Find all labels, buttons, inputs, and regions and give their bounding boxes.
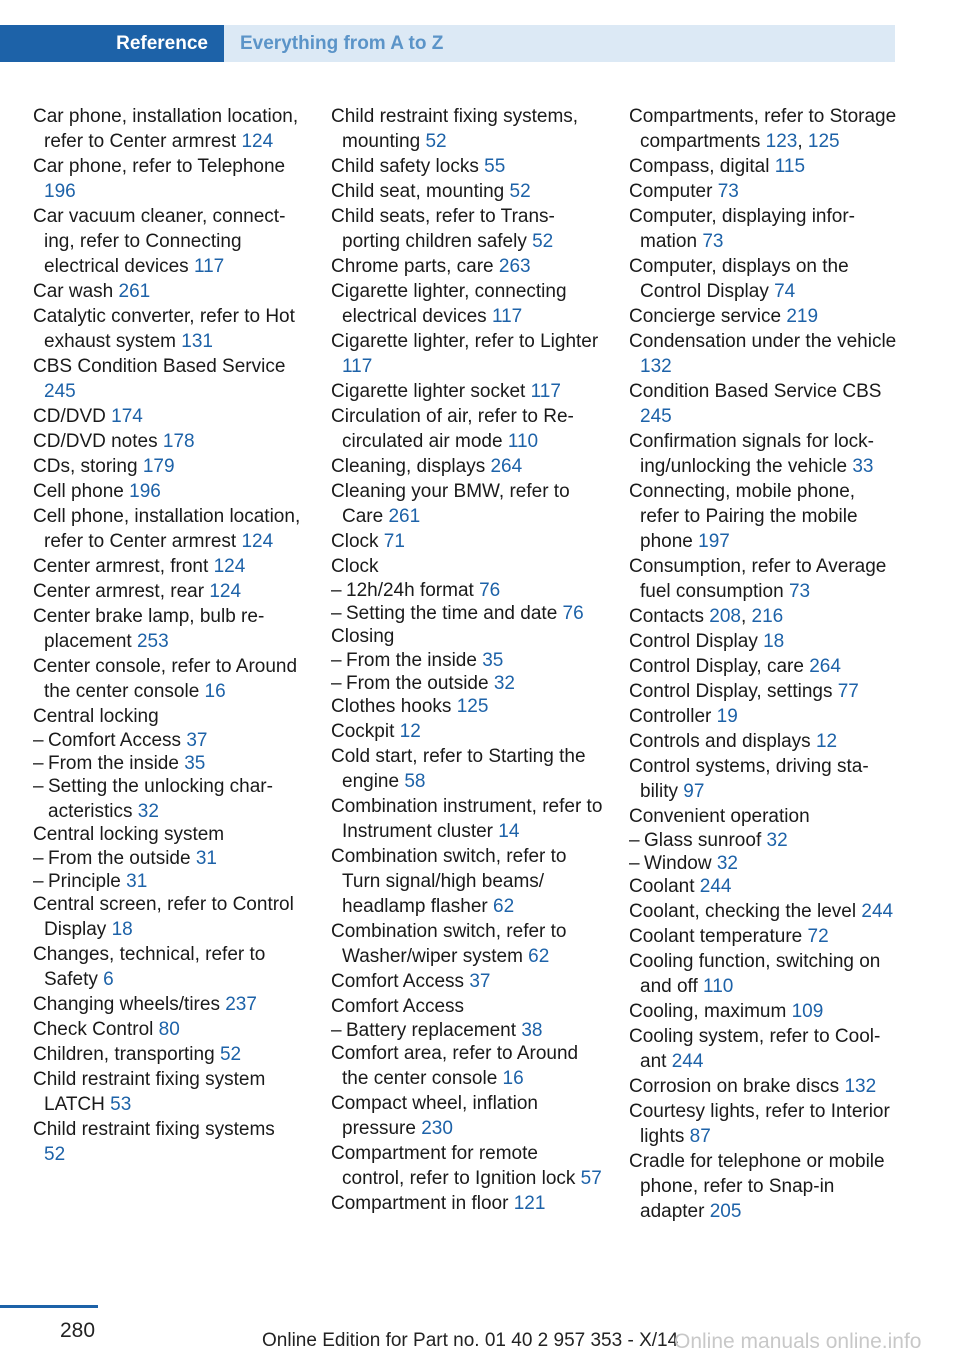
- index-entry: [33, 154, 301, 204]
- edition-text: Online Edition for Part no. 01 40 2 957 353 - X/14: [262, 1330, 679, 1351]
- page-ref-link[interactable]: 19: [716, 706, 738, 727]
- page-ref-link[interactable]: 18: [111, 919, 133, 940]
- entry-text: Combination instrument, refer to Instrument cluster: [331, 796, 603, 842]
- index-entry: [331, 994, 605, 1019]
- page-ref-link[interactable]: 245: [640, 406, 672, 427]
- entry-text: Confirmation signals for locking/unlocking the vehicle: [629, 431, 874, 477]
- entry-text: Setting the time and date: [346, 603, 558, 624]
- index-entry: [33, 304, 301, 354]
- index-entry: [331, 404, 605, 454]
- page-ref-link[interactable]: 62: [528, 946, 550, 967]
- entry-text: Consumption, refer to Average fuel consumption: [629, 556, 887, 602]
- page-ref-link[interactable]: 73: [702, 231, 724, 252]
- entry-text: Corrosion on brake discs: [629, 1076, 840, 1097]
- index-entry: [33, 1117, 301, 1167]
- page-ref-link[interactable]: 115: [774, 156, 806, 177]
- page-ref-link[interactable]: 35: [482, 650, 504, 671]
- entry-text: Cell phone: [33, 481, 124, 502]
- entry-text: Cell phone, installation location, refer to Center armrest: [33, 506, 301, 552]
- entry-text: From the inside: [346, 650, 477, 671]
- entry-text: From the outside: [346, 673, 489, 694]
- index-entry: [331, 694, 605, 719]
- index-entry: [33, 429, 301, 454]
- index-entry: [629, 204, 899, 254]
- entry-text: Clock: [331, 531, 379, 552]
- entry-text: Cigarette lighter, refer to Lighter: [331, 331, 599, 352]
- index-entry: [629, 1074, 899, 1099]
- entry-text: Principle: [48, 871, 121, 892]
- index-entry: [33, 1017, 301, 1042]
- index-entry: [629, 899, 899, 924]
- entry-text: Concierge service: [629, 306, 782, 327]
- index-entry: [331, 529, 605, 554]
- page-ref-link[interactable]: 124: [213, 556, 246, 577]
- index-entry: [33, 554, 301, 579]
- page-ref-link[interactable]: 110: [703, 976, 734, 997]
- index-entry: [331, 204, 605, 254]
- index-entry: [331, 1191, 605, 1216]
- page-ref-link[interactable]: 196: [129, 481, 161, 502]
- page-ref-link[interactable]: 52: [509, 181, 531, 202]
- entry-text: CDs, storing: [33, 456, 138, 477]
- index-entry: [629, 329, 899, 379]
- page-ref-link[interactable]: 76: [562, 603, 584, 624]
- page-ref-link[interactable]: 261: [118, 281, 151, 302]
- page-ref-link[interactable]: 80: [158, 1019, 180, 1040]
- entry-text: Center armrest, rear: [33, 581, 205, 602]
- entry-text: Combination switch, refer to Washer/wiper system: [331, 921, 567, 967]
- watermark: Online manuals online.info: [674, 1330, 922, 1353]
- index-entry: [629, 949, 899, 999]
- index-entry: [331, 919, 605, 969]
- entry-text: Central screen, refer to Control Display: [33, 894, 294, 940]
- page-ref-link[interactable]: 117: [342, 356, 373, 377]
- entry-text: Cigarette lighter, connecting electrical devices: [331, 281, 567, 327]
- page-ref-link[interactable]: 18: [763, 631, 785, 652]
- page-ref-link[interactable]: 216: [751, 606, 784, 627]
- entry-text: Control Display, settings: [629, 681, 833, 702]
- page-ref-link[interactable]: 245: [44, 381, 76, 402]
- page-ref-link[interactable]: 73: [788, 581, 811, 602]
- page-ref-link[interactable]: 33: [852, 456, 874, 477]
- index-entry: [629, 179, 899, 204]
- index-entry: [629, 679, 899, 704]
- entry-text: CD/DVD notes: [33, 431, 158, 452]
- entry-text: Combination switch, refer to Turn signal/high beams/ headlamp flasher: [331, 846, 567, 917]
- entry-text: Compass, digital: [629, 156, 770, 177]
- entry-text: CBS Condition Based Service: [33, 356, 286, 377]
- entry-text: Car vacuum cleaner, connecting, refer to Connecting electrical devices: [33, 206, 286, 277]
- page-ref-link[interactable]: 14: [498, 821, 520, 842]
- index-entry: [331, 1091, 605, 1141]
- entry-text: Car phone, refer to Telephone: [33, 156, 286, 177]
- page-ref-link[interactable]: 77: [837, 681, 859, 702]
- index-entry: [629, 704, 899, 729]
- page-ref-link[interactable]: 219: [786, 306, 819, 327]
- index-entry: [33, 1067, 301, 1117]
- index-entry: [629, 154, 899, 179]
- entry-text: Compartment for remote control, refer to Ignition lock: [331, 1143, 576, 1189]
- entry-text: Closing: [331, 626, 395, 647]
- index-entry: [33, 504, 301, 554]
- entry-text: Changing wheels/tires: [33, 994, 220, 1015]
- entry-text: Control systems, driving stability: [629, 756, 869, 802]
- entry-text: Cleaning, displays: [331, 456, 486, 477]
- entry-text: Cleaning your BMW, refer to Care: [331, 481, 570, 527]
- entry-text: Comfort Access: [48, 730, 182, 751]
- entry-text: Convenient operation: [629, 806, 810, 827]
- index-entry: [33, 654, 301, 704]
- page-ref-link[interactable]: 123: [765, 131, 798, 152]
- entry-text: Compact wheel, inflation pressure: [331, 1093, 538, 1139]
- index-entry: [33, 704, 301, 729]
- index-entry: [629, 304, 899, 329]
- page-ref-link[interactable]: 261: [388, 506, 421, 527]
- entry-text: Coolant, checking the level: [629, 901, 857, 922]
- index-entry: [331, 179, 605, 204]
- index-entry: [33, 454, 301, 479]
- page-ref-link[interactable]: 264: [809, 656, 841, 677]
- index-entry: [331, 719, 605, 744]
- index-entry: [33, 204, 301, 279]
- page-ref-link[interactable]: 74: [774, 281, 796, 302]
- page-ref-link[interactable]: 230: [421, 1118, 453, 1139]
- index-entry: [33, 404, 301, 429]
- entry-text: Central locking: [33, 706, 159, 727]
- page-ref-link[interactable]: 117: [530, 381, 561, 402]
- index-entry: [629, 1099, 899, 1149]
- section-title: Everything from A to Z: [224, 25, 895, 62]
- index-subentry: [331, 578, 605, 603]
- page-ref-link[interactable]: 52: [219, 1044, 242, 1065]
- index-entry: [331, 154, 605, 179]
- entry-text: Car wash: [33, 281, 114, 302]
- index-entry: [629, 754, 899, 804]
- page-ref-link[interactable]: 72: [807, 926, 829, 947]
- page-ref-link[interactable]: 52: [425, 131, 447, 152]
- page-ref-link[interactable]: 263: [498, 256, 531, 277]
- entry-text: Cradle for telephone or mobile phone, refer to Snap-in adapter: [629, 1151, 885, 1222]
- page-ref-link[interactable]: 237: [225, 994, 257, 1015]
- page-ref-link[interactable]: 117: [491, 306, 523, 327]
- index-subentry: [33, 774, 301, 824]
- entry-text: Clock: [331, 556, 379, 577]
- index-column-2: [331, 104, 605, 1216]
- entry-text: Cigarette lighter socket: [331, 381, 526, 402]
- index-subentry: [33, 728, 301, 753]
- footer-rule: [0, 1305, 98, 1308]
- entry-text: Contacts: [629, 606, 704, 627]
- index-column-3: [629, 104, 899, 1224]
- index-entry: [33, 942, 301, 992]
- entry-text: Comfort area, refer to Around the center console: [331, 1043, 579, 1089]
- entry-text: Child seats, refer to Transporting children safely: [331, 206, 555, 252]
- index-entry: [629, 1024, 899, 1074]
- entry-text: From the outside: [48, 848, 191, 869]
- index-entry: [33, 992, 301, 1017]
- page-ref-link[interactable]: 76: [479, 580, 501, 601]
- index-entry: [331, 379, 605, 404]
- entry-text: Comfort Access: [331, 996, 465, 1017]
- index-entry: [331, 454, 605, 479]
- index-entry: [629, 654, 899, 679]
- page-ref-link[interactable]: 244: [671, 1051, 704, 1072]
- page-ref-link[interactable]: 253: [136, 631, 169, 652]
- index-subentry: [331, 671, 605, 696]
- page-ref-link[interactable]: 208: [709, 606, 741, 627]
- page-header: [0, 25, 895, 62]
- index-subentry: [331, 1018, 605, 1043]
- entry-text: Glass sunroof: [644, 830, 762, 851]
- entry-text: From the inside: [48, 753, 179, 774]
- section-tab: Reference: [0, 25, 224, 62]
- page-ref-link[interactable]: 244: [861, 901, 894, 922]
- index-entry: [629, 874, 899, 899]
- index-subentry: [331, 648, 605, 673]
- page-ref-link[interactable]: 117: [193, 256, 225, 277]
- entry-text: Center console, refer to Around the center console: [33, 656, 298, 702]
- page-ref-link[interactable]: 264: [490, 456, 523, 477]
- page-ref-link[interactable]: 31: [126, 871, 148, 892]
- page-ref-link[interactable]: 6: [103, 969, 114, 990]
- page-ref-link[interactable]: 52: [44, 1144, 66, 1165]
- index-entry: [629, 729, 899, 754]
- index-entry: Contacts 208, 216: [629, 606, 784, 627]
- entry-text: Cooling system, refer to Coolant: [629, 1026, 881, 1072]
- entry-text: Cold start, refer to Starting the engine: [331, 746, 586, 792]
- index-entry: [33, 822, 301, 847]
- entry-text: Child safety locks: [331, 156, 479, 177]
- page-ref-link[interactable]: 71: [383, 531, 405, 552]
- entry-text: CD/DVD: [33, 406, 106, 427]
- page-ref-link[interactable]: 38: [521, 1020, 543, 1041]
- index-entry: [331, 794, 605, 844]
- page-ref-link[interactable]: 197: [698, 531, 730, 552]
- entry-text: Controls and displays: [629, 731, 811, 752]
- page-ref-link[interactable]: 37: [186, 730, 208, 751]
- entry-text: Compartment in floor: [331, 1193, 509, 1214]
- entry-text: 12h/24h format: [346, 580, 474, 601]
- index-entry: [331, 279, 605, 329]
- entry-text: Children, transporting: [33, 1044, 215, 1065]
- index-entry: [331, 624, 605, 649]
- index-entry: [33, 479, 301, 504]
- page-ref-link[interactable]: 179: [142, 456, 175, 477]
- page-ref-link[interactable]: 205: [709, 1201, 742, 1222]
- index-entry: [33, 604, 301, 654]
- index-entry: [629, 254, 899, 304]
- index-entry: [33, 1042, 301, 1067]
- index-entry: [629, 479, 899, 554]
- page-ref-link[interactable]: 131: [181, 331, 213, 352]
- page-ref-link[interactable]: 124: [241, 531, 274, 552]
- page-ref-link[interactable]: 109: [791, 1001, 824, 1022]
- page-ref-link[interactable]: 52: [532, 231, 554, 252]
- index-entry: [629, 999, 899, 1024]
- page-ref-link[interactable]: 121: [513, 1193, 546, 1214]
- index-entry: [331, 254, 605, 279]
- index-entry: [629, 554, 899, 604]
- page-ref-link[interactable]: 244: [699, 876, 732, 897]
- page-ref-link[interactable]: 12: [399, 721, 421, 742]
- index-entry: [629, 924, 899, 949]
- page-ref-link[interactable]: 62: [493, 896, 515, 917]
- page-ref-link[interactable]: 174: [111, 406, 143, 427]
- page-ref-link[interactable]: 124: [209, 581, 242, 602]
- page-ref-link[interactable]: 32: [716, 853, 738, 874]
- page-ref-link[interactable]: 37: [469, 971, 491, 992]
- entry-text: Cockpit: [331, 721, 395, 742]
- entry-text: Control Display, care: [629, 656, 804, 677]
- page-ref-link[interactable]: 97: [683, 781, 705, 802]
- page-ref-link[interactable]: 31: [195, 848, 217, 869]
- entry-text: Computer, displaying information: [629, 206, 855, 252]
- entry-text: Changes, technical, refer to Safety: [33, 944, 266, 990]
- index-entry: [331, 744, 605, 794]
- page-ref-link[interactable]: 32: [493, 673, 515, 694]
- index-entry: [629, 429, 899, 479]
- index-entry: [331, 554, 605, 579]
- index-entry: [629, 379, 899, 429]
- page-ref-link[interactable]: 58: [404, 771, 426, 792]
- entry-text: Setting the unlocking characteristics: [48, 776, 273, 822]
- index-entry: [331, 1141, 605, 1191]
- entry-text: Central locking system: [33, 824, 225, 845]
- page-ref-link[interactable]: 73: [717, 181, 739, 202]
- index-entry: [331, 479, 605, 529]
- entry-text: Computer: [629, 181, 713, 202]
- page-ref-link[interactable]: 87: [689, 1126, 711, 1147]
- index-entry: [331, 329, 605, 379]
- entry-text: Compartments, refer to Storage compartments: [629, 106, 897, 152]
- entry-text: Child restraint fixing systems, mounting: [331, 106, 579, 152]
- entry-text: Check Control: [33, 1019, 154, 1040]
- index-entry: [33, 104, 301, 154]
- entry-text: Cooling, maximum: [629, 1001, 787, 1022]
- page-ref-link[interactable]: 16: [502, 1068, 524, 1089]
- entry-text: Window: [644, 853, 712, 874]
- page-ref-link[interactable]: 32: [137, 801, 159, 822]
- entry-text: Cooling function, switching on and off: [629, 951, 881, 997]
- entry-text: Control Display: [629, 631, 758, 652]
- entry-text: Center brake lamp, bulb replacement: [33, 606, 265, 652]
- page-ref-link[interactable]: 57: [580, 1168, 602, 1189]
- page-ref-link[interactable]: 196: [44, 181, 76, 202]
- index-entry: Compartments, refer to Storage compartments 123, 125: [629, 106, 897, 152]
- entry-text: Courtesy lights, refer to Interior lights: [629, 1101, 890, 1147]
- index-entry: [33, 354, 301, 404]
- entry-text: Chrome parts, care: [331, 256, 494, 277]
- entry-text: Car phone, installation location, refer to Center armrest: [33, 106, 299, 152]
- page-ref-link[interactable]: 132: [844, 1076, 877, 1097]
- index-column-1: [33, 104, 301, 1167]
- page-ref-link[interactable]: 110: [507, 431, 539, 452]
- page-ref-link[interactable]: 125: [456, 696, 489, 717]
- page-ref-link[interactable]: 53: [110, 1094, 132, 1115]
- page-ref-link[interactable]: 178: [162, 431, 195, 452]
- entry-text: Computer, displays on the Control Display: [629, 256, 849, 302]
- entry-text: Connecting, mobile phone, refer to Pairing the mobile phone: [629, 481, 858, 552]
- index-subentry: [331, 601, 605, 626]
- index-entry: [629, 804, 899, 829]
- entry-text: Catalytic converter, refer to Hot exhaust system: [33, 306, 295, 352]
- index-subentry: [33, 846, 301, 871]
- entry-text: Child seat, mounting: [331, 181, 505, 202]
- entry-text: Comfort Access: [331, 971, 465, 992]
- entry-text: Child restraint fixing systems: [33, 1119, 275, 1140]
- entry-text: Clothes hooks: [331, 696, 452, 717]
- entry-text: Circulation of air, refer to Recirculated air mode: [331, 406, 574, 452]
- index-entry: [331, 1041, 605, 1091]
- index-entry: [33, 279, 301, 304]
- page-ref-link[interactable]: 125: [807, 131, 840, 152]
- page-ref-link[interactable]: 132: [640, 356, 672, 377]
- entry-text: Condensation under the vehicle: [629, 331, 897, 352]
- page-number: 280: [60, 1319, 96, 1342]
- entry-text: Condition Based Service CBS: [629, 381, 882, 402]
- page-ref-link[interactable]: 16: [204, 681, 226, 702]
- entry-text: Coolant temperature: [629, 926, 803, 947]
- entry-text: Child restraint fixing system LATCH: [33, 1069, 266, 1115]
- entry-text: Controller: [629, 706, 712, 727]
- index-entry: [331, 104, 605, 154]
- index-entry: [33, 579, 301, 604]
- page-ref-link[interactable]: 55: [484, 156, 506, 177]
- entry-text: Coolant: [629, 876, 695, 897]
- page-ref-link[interactable]: 32: [766, 830, 788, 851]
- index-entry: [331, 844, 605, 919]
- page-ref-link[interactable]: 12: [815, 731, 838, 752]
- index-subentry: [629, 828, 899, 853]
- page-ref-link[interactable]: 124: [241, 131, 274, 152]
- index-entry: [331, 969, 605, 994]
- index-subentry: [629, 851, 899, 876]
- index-subentry: [33, 751, 301, 776]
- index-entry: [33, 892, 301, 942]
- entry-text: Center armrest, front: [33, 556, 209, 577]
- entry-text: Battery replacement: [346, 1020, 517, 1041]
- page-ref-link[interactable]: 35: [184, 753, 206, 774]
- index-entry: [629, 629, 899, 654]
- index-entry: [629, 1149, 899, 1224]
- index-subentry: [33, 869, 301, 894]
